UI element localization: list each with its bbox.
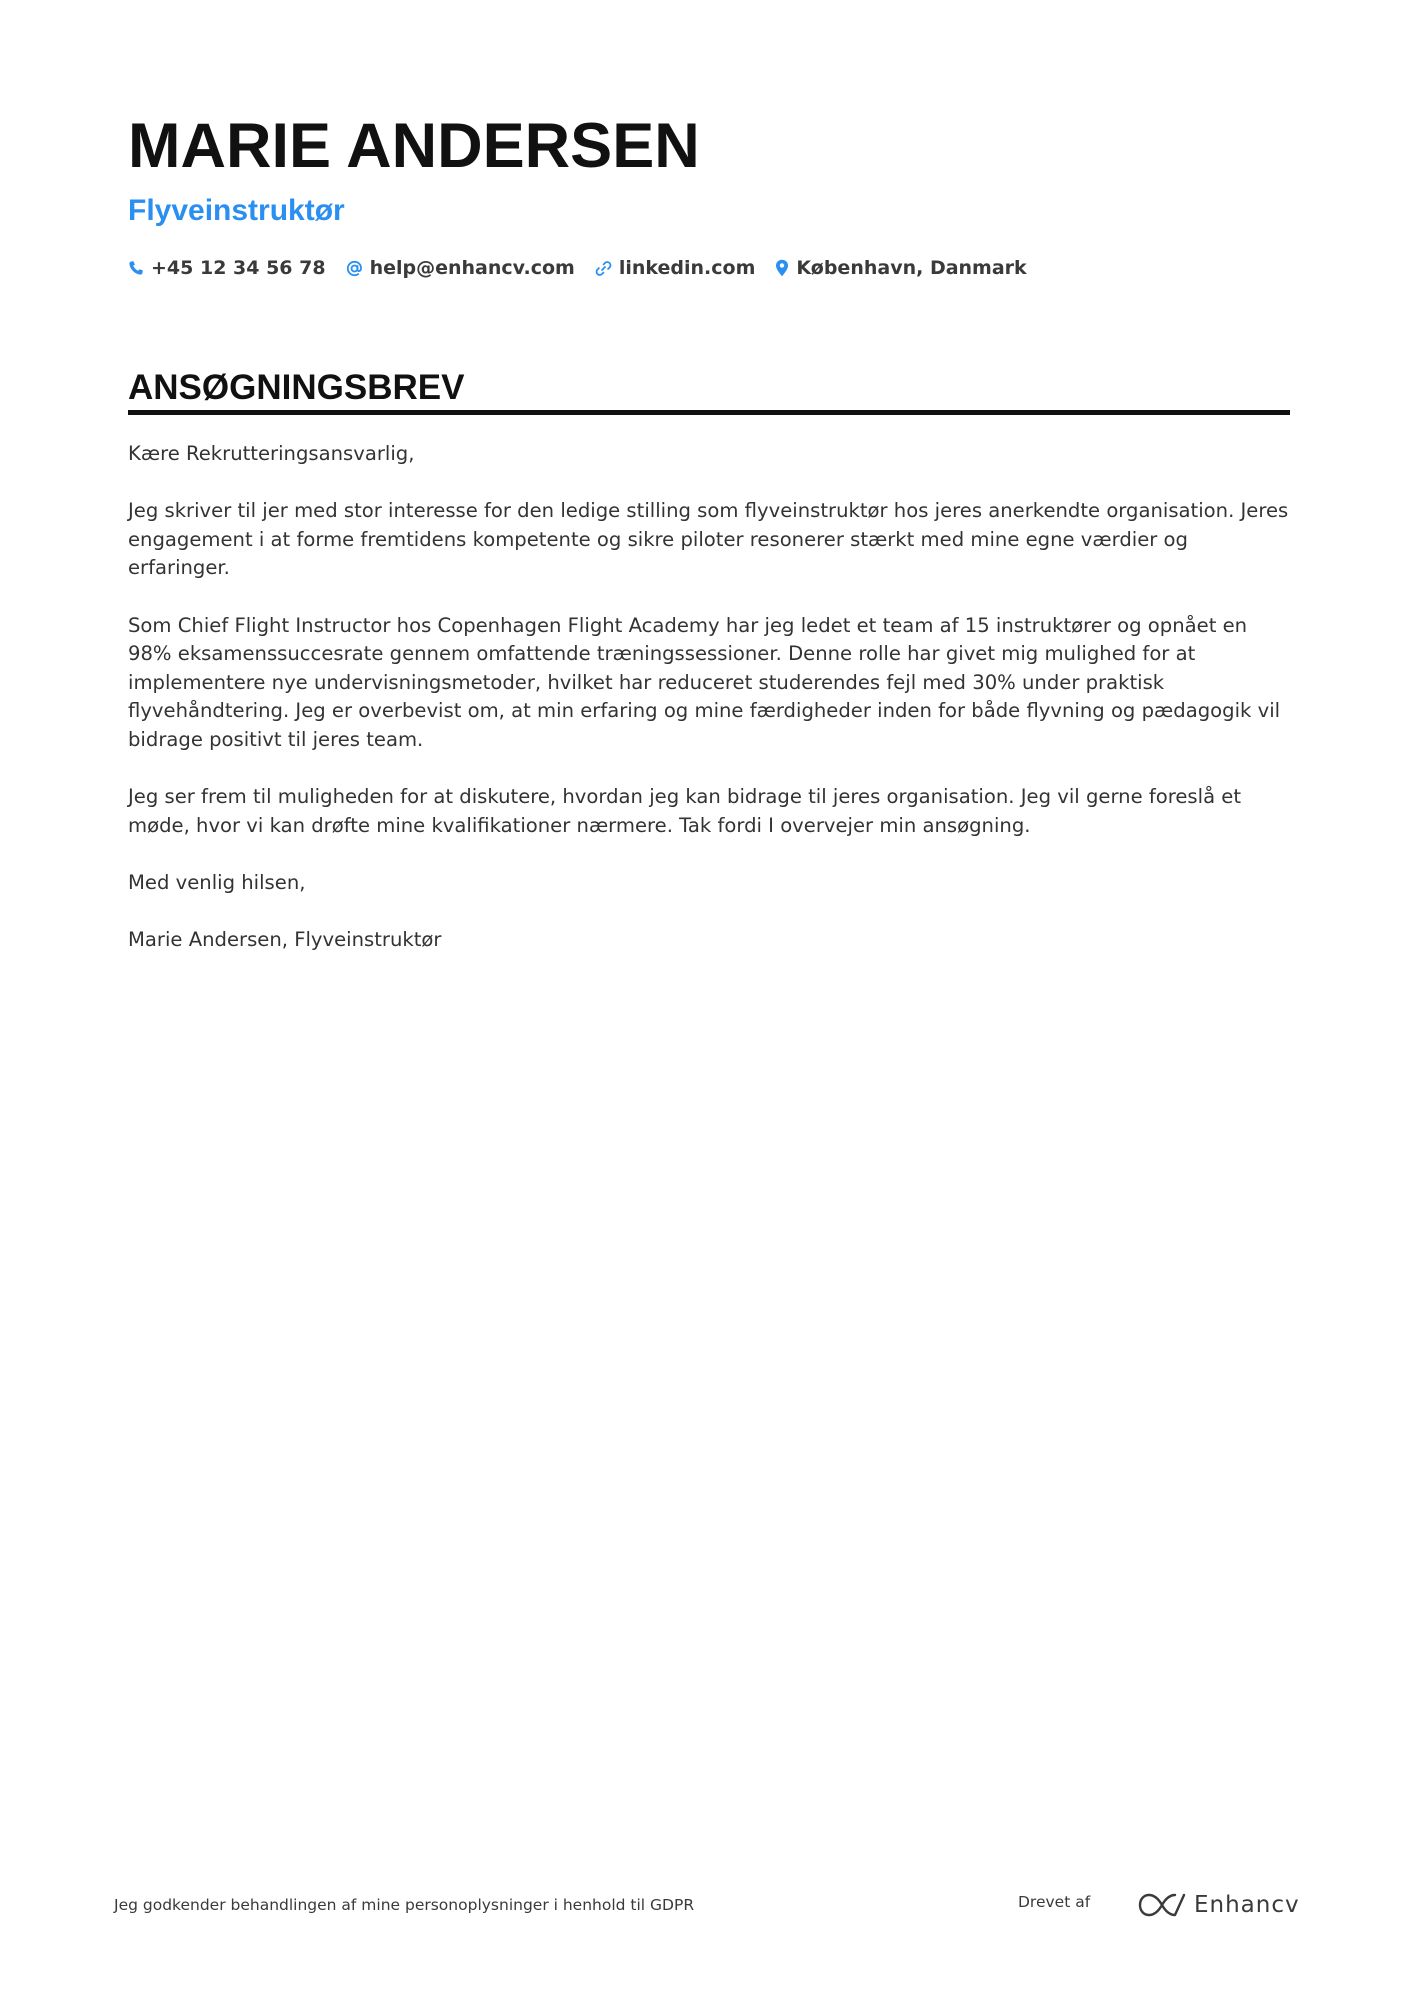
contact-phone-text: +45 12 34 56 78	[151, 257, 326, 279]
section-divider	[128, 410, 1290, 415]
enhancv-logo-text: Enhancv	[1194, 1892, 1300, 1918]
gdpr-consent-text: Jeg godkender behandlingen af mine personoplysninger i henhold til GDPR	[114, 1896, 695, 1914]
at-icon	[346, 260, 363, 277]
link-icon	[595, 260, 612, 277]
letter-signature: Marie Andersen, Flyveinstruktør	[128, 928, 442, 952]
letter-paragraph: Jeg skriver til jer med stor interesse for den ledige stilling som flyveinstruktør hos jeres anerkendte organisation. Jeres engagement i at forme fremtidens kompetente og sikre piloter resonerer stærkt med mine egne værdier og erfaringer.	[128, 499, 1289, 580]
contact-phone[interactable]	[128, 252, 326, 284]
enhancv-logo[interactable]	[1138, 1890, 1300, 1920]
enhancv-logo-icon	[1138, 1892, 1186, 1918]
section-title: ANSØGNINGSBREV	[128, 368, 465, 407]
contact-website-text: linkedin.com	[618, 257, 756, 279]
contact-location-text: København, Danmark	[796, 257, 1027, 279]
letter-paragraph: Jeg ser frem til muligheden for at diskutere, hvordan jeg kan bidrage til jeres organisation. Jeg vil gerne foreslå et møde, hvor vi kan drøfte mine kvalifikationer nærmere. Tak fordi I overvejer min ansøgning.	[128, 785, 1242, 837]
contact-location	[775, 252, 1026, 284]
powered-by-label: Drevet af	[1018, 1893, 1091, 1911]
letter-greeting: Kære Rekrutteringsansvarlig,	[128, 442, 415, 465]
contact-website[interactable]	[595, 252, 756, 284]
letter-body	[128, 440, 1290, 983]
phone-icon	[128, 260, 144, 276]
letter-paragraph: Som Chief Flight Instructor hos Copenhagen Flight Academy har jeg ledet et team af 15 instruktører og opnået en 98% eksamenssuccesrate gennem omfattende træningssessioner. Denne rolle har givet mig mulighed for at implementere nye undervisningsmetoder, hvilket har reduceret studerendes fejl med 30% under praktisk flyvehåndtering. Jeg er overbevist om, at min erfaring og mine færdigheder inden for både flyvning og pædagogik vil bidrage positivt til jeres team.	[128, 613, 1281, 751]
contact-email[interactable]	[346, 252, 575, 284]
contact-bar	[128, 252, 1027, 284]
location-pin-icon	[775, 259, 789, 277]
letter-closing: Med venlig hilsen,	[128, 870, 306, 894]
candidate-role: Flyveinstruktør	[128, 194, 345, 227]
candidate-name: MARIE ANDERSEN	[128, 111, 700, 181]
contact-email-text: help@enhancv.com	[369, 257, 575, 279]
